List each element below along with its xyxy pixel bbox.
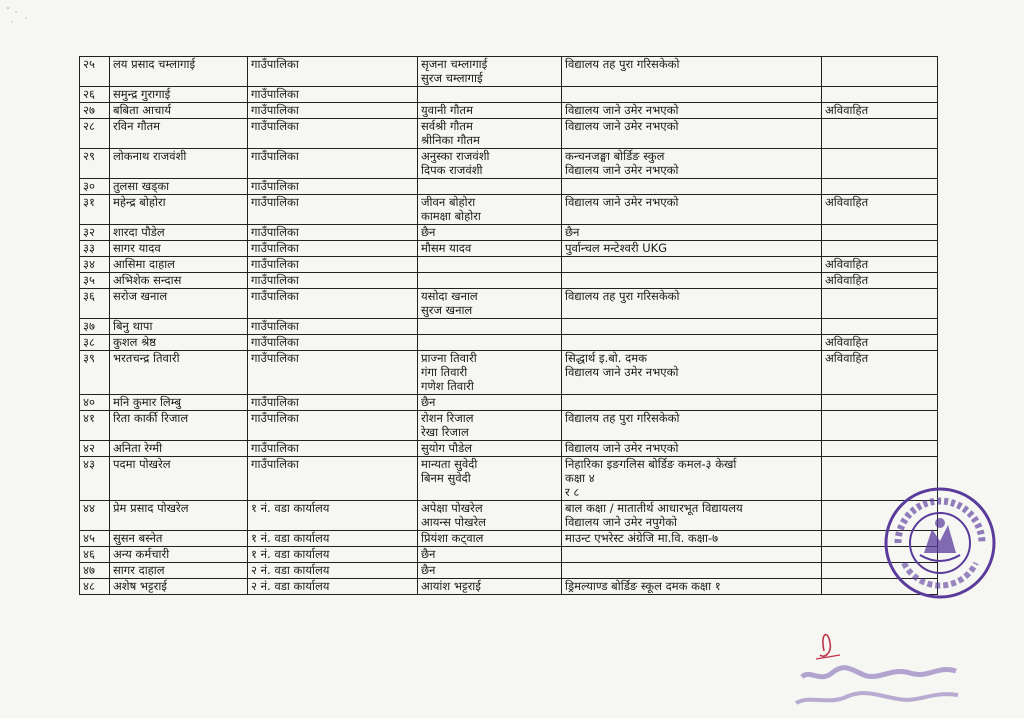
office-seal — [880, 483, 1000, 603]
child-name: छैन — [421, 395, 436, 409]
employee-name-cell: रविन गौतम — [110, 119, 248, 149]
school-detail: बाल कक्षा / मातातीर्थ आधारभूत विद्यायलय — [565, 501, 743, 515]
child-name: गंगा तिवारी — [421, 365, 468, 379]
remarks-cell — [822, 179, 938, 195]
child-name: छैन — [421, 225, 436, 239]
child-name: गणेश तिवारी — [421, 379, 474, 393]
school-cell — [562, 441, 822, 457]
serial-number-cell: ४० — [80, 395, 110, 411]
school-detail: ड्रिमल्याण्ड बोर्डिङ स्कूल दमक कक्षा १ — [565, 579, 721, 593]
school-cell — [562, 411, 822, 441]
table-row — [80, 289, 938, 319]
child-name: सृजना चम्लागाई — [421, 57, 488, 71]
serial-number-cell: ४८ — [80, 579, 110, 595]
table-row — [80, 563, 938, 579]
child-name: कामक्षा बोहोरा — [421, 209, 481, 223]
employee-name-cell: सागर यादव — [110, 241, 248, 257]
table-row — [80, 501, 938, 531]
children-cell — [418, 149, 562, 179]
children-cell — [418, 351, 562, 395]
children-cell — [418, 57, 562, 87]
school-detail: विद्यालय तह पुरा गरिसकेको — [565, 57, 680, 71]
children-cell — [418, 257, 562, 273]
serial-number-cell: २८ — [80, 119, 110, 149]
employee-name-cell: सागर दाहाल — [110, 563, 248, 579]
table-row — [80, 257, 938, 273]
serial-number-cell: ३६ — [80, 289, 110, 319]
remarks-cell — [822, 441, 938, 457]
employee-name-cell: मनि कुमार लिम्बु — [110, 395, 248, 411]
serial-number-cell: ३३ — [80, 241, 110, 257]
table-row — [80, 149, 938, 179]
child-name: सर्वश्री गौतम — [421, 119, 473, 133]
children-cell — [418, 547, 562, 563]
serial-number-cell: ३२ — [80, 225, 110, 241]
table-row — [80, 351, 938, 395]
remarks-cell: अविवाहित — [822, 195, 938, 225]
office-cell: १ नं. वडा कार्यालय — [248, 501, 418, 531]
school-cell — [562, 289, 822, 319]
child-name: जीवन बोहोरा — [421, 195, 476, 209]
school-detail: कन्चनजङ्घा बोर्डिङ स्कुल — [565, 149, 665, 163]
school-detail: विद्यालय जाने उमेर नभएको — [565, 365, 679, 379]
table-row — [80, 225, 938, 241]
employee-name-cell: अभिशेक सन्दास — [110, 273, 248, 289]
school-detail: विद्यालय जाने उमेर नभएको — [565, 119, 679, 133]
school-cell — [562, 457, 822, 501]
remarks-cell: अविवाहित — [822, 257, 938, 273]
table-row — [80, 87, 938, 103]
child-name: दिपक राजवंशी — [421, 163, 483, 177]
school-cell — [562, 57, 822, 87]
table-row — [80, 395, 938, 411]
school-cell — [562, 103, 822, 119]
serial-number-cell: ३८ — [80, 335, 110, 351]
remarks-cell: अविवाहित — [822, 273, 938, 289]
office-cell: गाउँपालिका — [248, 319, 418, 335]
table-row — [80, 411, 938, 441]
remarks-cell: अविवाहित — [822, 335, 938, 351]
office-cell: गाउँपालिका — [248, 87, 418, 103]
child-name: सुरज चम्लागाई — [421, 71, 483, 85]
school-cell — [562, 87, 822, 103]
child-name: प्रियंशा कट्वाल — [421, 531, 484, 545]
child-name: युवानी गौतम — [421, 103, 473, 117]
children-cell — [418, 441, 562, 457]
employee-name-cell: प्रेम प्रसाद पोखरेल — [110, 501, 248, 531]
serial-number-cell: ४४ — [80, 501, 110, 531]
serial-number-cell: ३९ — [80, 351, 110, 395]
children-cell — [418, 87, 562, 103]
school-detail: सिद्धार्थ इ.बो. दमक — [565, 351, 647, 365]
children-cell — [418, 411, 562, 441]
office-cell: गाउँपालिका — [248, 241, 418, 257]
serial-number-cell: ३५ — [80, 273, 110, 289]
school-detail: छैन — [565, 225, 580, 239]
scan-specks — [2, 2, 42, 32]
table-row — [80, 579, 938, 595]
school-cell — [562, 395, 822, 411]
child-name: रोशन रिजाल — [421, 411, 474, 425]
child-name: छैन — [421, 563, 436, 577]
child-name: अपेक्षा पोखरेल — [421, 501, 483, 515]
office-cell: गाउँपालिका — [248, 257, 418, 273]
children-cell — [418, 103, 562, 119]
child-name: प्राज्ना तिवारी — [421, 351, 477, 365]
serial-number-cell: ३७ — [80, 319, 110, 335]
employee-name-cell: बबिता आचार्य — [110, 103, 248, 119]
table-row — [80, 441, 938, 457]
remarks-cell — [822, 241, 938, 257]
school-detail: र ८ — [565, 485, 580, 499]
school-cell — [562, 563, 822, 579]
table-row — [80, 179, 938, 195]
table-row — [80, 103, 938, 119]
school-detail: विद्यालय तह पुरा गरिसकेको — [565, 411, 680, 425]
remarks-cell — [822, 289, 938, 319]
office-cell: गाउँपालिका — [248, 149, 418, 179]
serial-number-cell: २५ — [80, 57, 110, 87]
school-cell — [562, 335, 822, 351]
children-cell — [418, 241, 562, 257]
children-cell — [418, 531, 562, 547]
table-row — [80, 319, 938, 335]
remarks-cell — [822, 87, 938, 103]
employee-name-cell: पदमा पोखरेल — [110, 457, 248, 501]
serial-number-cell: ३१ — [80, 195, 110, 225]
table-row — [80, 273, 938, 289]
remarks-cell — [822, 411, 938, 441]
serial-number-cell: ४३ — [80, 457, 110, 501]
employee-name-cell: बिनु थापा — [110, 319, 248, 335]
office-cell: गाउँपालिका — [248, 395, 418, 411]
remarks-cell — [822, 119, 938, 149]
school-cell — [562, 241, 822, 257]
serial-number-cell: ३० — [80, 179, 110, 195]
employee-name-cell: सरोज खनाल — [110, 289, 248, 319]
child-name: मान्यता सुवेदी — [421, 457, 478, 471]
child-name: आयन्स पोखरेल — [421, 515, 486, 529]
children-cell — [418, 289, 562, 319]
school-cell — [562, 273, 822, 289]
school-cell — [562, 501, 822, 531]
serial-number-cell: ४६ — [80, 547, 110, 563]
school-cell — [562, 225, 822, 241]
children-cell — [418, 119, 562, 149]
serial-number-cell: ४५ — [80, 531, 110, 547]
table-row — [80, 547, 938, 563]
employee-name-cell: लय प्रसाद चम्लागाई — [110, 57, 248, 87]
employee-name-cell: तुलसा खड्का — [110, 179, 248, 195]
serial-number-cell: ४७ — [80, 563, 110, 579]
employee-name-cell: आसिमा दाहाल — [110, 257, 248, 273]
office-cell: गाउँपालिका — [248, 441, 418, 457]
official-signature — [780, 625, 980, 715]
serial-number-cell: २७ — [80, 103, 110, 119]
employee-name-cell: भरतचन्द्र तिवारी — [110, 351, 248, 395]
children-cell — [418, 579, 562, 595]
children-cell — [418, 225, 562, 241]
employee-name-cell: महेन्द्र बोहोरा — [110, 195, 248, 225]
school-cell — [562, 531, 822, 547]
office-cell: गाउँपालिका — [248, 57, 418, 87]
children-cell — [418, 501, 562, 531]
remarks-cell — [822, 149, 938, 179]
remarks-cell — [822, 395, 938, 411]
office-cell: गाउँपालिका — [248, 289, 418, 319]
children-cell — [418, 563, 562, 579]
employee-name-cell: शारदा पौडेल — [110, 225, 248, 241]
school-cell — [562, 547, 822, 563]
office-cell: गाउँपालिका — [248, 225, 418, 241]
children-cell — [418, 195, 562, 225]
table-row — [80, 119, 938, 149]
office-cell: १ नं. वडा कार्यालय — [248, 547, 418, 563]
child-name: मौसम यादव — [421, 241, 472, 255]
child-name: बिनम सुवेदी — [421, 471, 471, 485]
table-row — [80, 195, 938, 225]
school-detail: विद्यालय जाने उमेर नपुगेको — [565, 515, 678, 529]
office-cell: २ नं. वडा कार्यालय — [248, 563, 418, 579]
children-cell — [418, 273, 562, 289]
school-detail: विद्यालय जाने उमेर नभएको — [565, 441, 679, 455]
children-cell — [418, 457, 562, 501]
office-cell: गाउँपालिका — [248, 179, 418, 195]
school-detail: विद्यालय तह पुरा गरिसकेको — [565, 289, 680, 303]
school-detail: माउन्ट एभरेस्ट अंग्रेजि मा.वि. कक्षा-७ — [565, 531, 719, 545]
employee-name-cell: अन्य कर्मचारी — [110, 547, 248, 563]
staff-children-table — [79, 56, 938, 595]
office-cell: गाउँपालिका — [248, 119, 418, 149]
serial-number-cell: ४१ — [80, 411, 110, 441]
school-detail: पुर्वान्चल मन्टेश्वरी UKG — [565, 241, 668, 255]
school-cell — [562, 257, 822, 273]
employee-name-cell: अनिता रेग्मी — [110, 441, 248, 457]
office-cell: २ नं. वडा कार्यालय — [248, 579, 418, 595]
child-name: अनुस्का राजवंशी — [421, 149, 490, 163]
children-cell — [418, 335, 562, 351]
school-cell — [562, 195, 822, 225]
serial-number-cell: २९ — [80, 149, 110, 179]
school-cell — [562, 179, 822, 195]
school-detail: निहारिका इङगलिस बोर्डिङ कमल-३ केर्खा — [565, 457, 737, 471]
office-cell: गाउँपालिका — [248, 457, 418, 501]
employee-name-cell: लोकनाथ राजवंशी — [110, 149, 248, 179]
children-cell — [418, 395, 562, 411]
school-detail: विद्यालय जाने उमेर नभएको — [565, 163, 679, 177]
office-cell: गाउँपालिका — [248, 273, 418, 289]
office-cell: गाउँपालिका — [248, 103, 418, 119]
employee-name-cell: अशेष भट्टराई — [110, 579, 248, 595]
table-row — [80, 241, 938, 257]
table-row — [80, 457, 938, 501]
office-cell: १ नं. वडा कार्यालय — [248, 531, 418, 547]
school-cell — [562, 579, 822, 595]
serial-number-cell: ३४ — [80, 257, 110, 273]
child-name: आयांश भट्टराई — [421, 579, 481, 593]
serial-number-cell: ४२ — [80, 441, 110, 457]
school-detail: कक्षा ४ — [565, 471, 595, 485]
remarks-cell — [822, 319, 938, 335]
employee-name-cell: कुशल श्रेष्ठ — [110, 335, 248, 351]
school-cell — [562, 149, 822, 179]
remarks-cell: अविवाहित — [822, 103, 938, 119]
school-detail: विद्यालय जाने उमेर नभएको — [565, 195, 679, 209]
child-name: यसोदा खनाल — [421, 289, 478, 303]
school-detail: विद्यालय जाने उमेर नभएको — [565, 103, 679, 117]
serial-number-cell: २६ — [80, 87, 110, 103]
office-cell: गाउँपालिका — [248, 351, 418, 395]
office-cell: गाउँपालिका — [248, 411, 418, 441]
children-cell — [418, 179, 562, 195]
child-name: सुरज खनाल — [421, 303, 473, 317]
office-cell: गाउँपालिका — [248, 195, 418, 225]
table-row — [80, 531, 938, 547]
child-name: श्रीनिका गौतम — [421, 133, 480, 147]
children-cell — [418, 319, 562, 335]
school-cell — [562, 319, 822, 335]
remarks-cell: अविवाहित — [822, 351, 938, 395]
table-row — [80, 335, 938, 351]
employee-name-cell: रिता कार्की रिजाल — [110, 411, 248, 441]
employee-name-cell: समुन्द्र गुरागाई — [110, 87, 248, 103]
remarks-cell — [822, 57, 938, 87]
school-cell — [562, 351, 822, 395]
school-cell — [562, 119, 822, 149]
child-name: सुयोग पौडेल — [421, 441, 473, 455]
table-row — [80, 57, 938, 87]
child-name: छैन — [421, 547, 436, 561]
remarks-cell — [822, 225, 938, 241]
employee-name-cell: सुसन बस्नेत — [110, 531, 248, 547]
child-name: रेखा रिजाल — [421, 425, 469, 439]
office-cell: गाउँपालिका — [248, 335, 418, 351]
